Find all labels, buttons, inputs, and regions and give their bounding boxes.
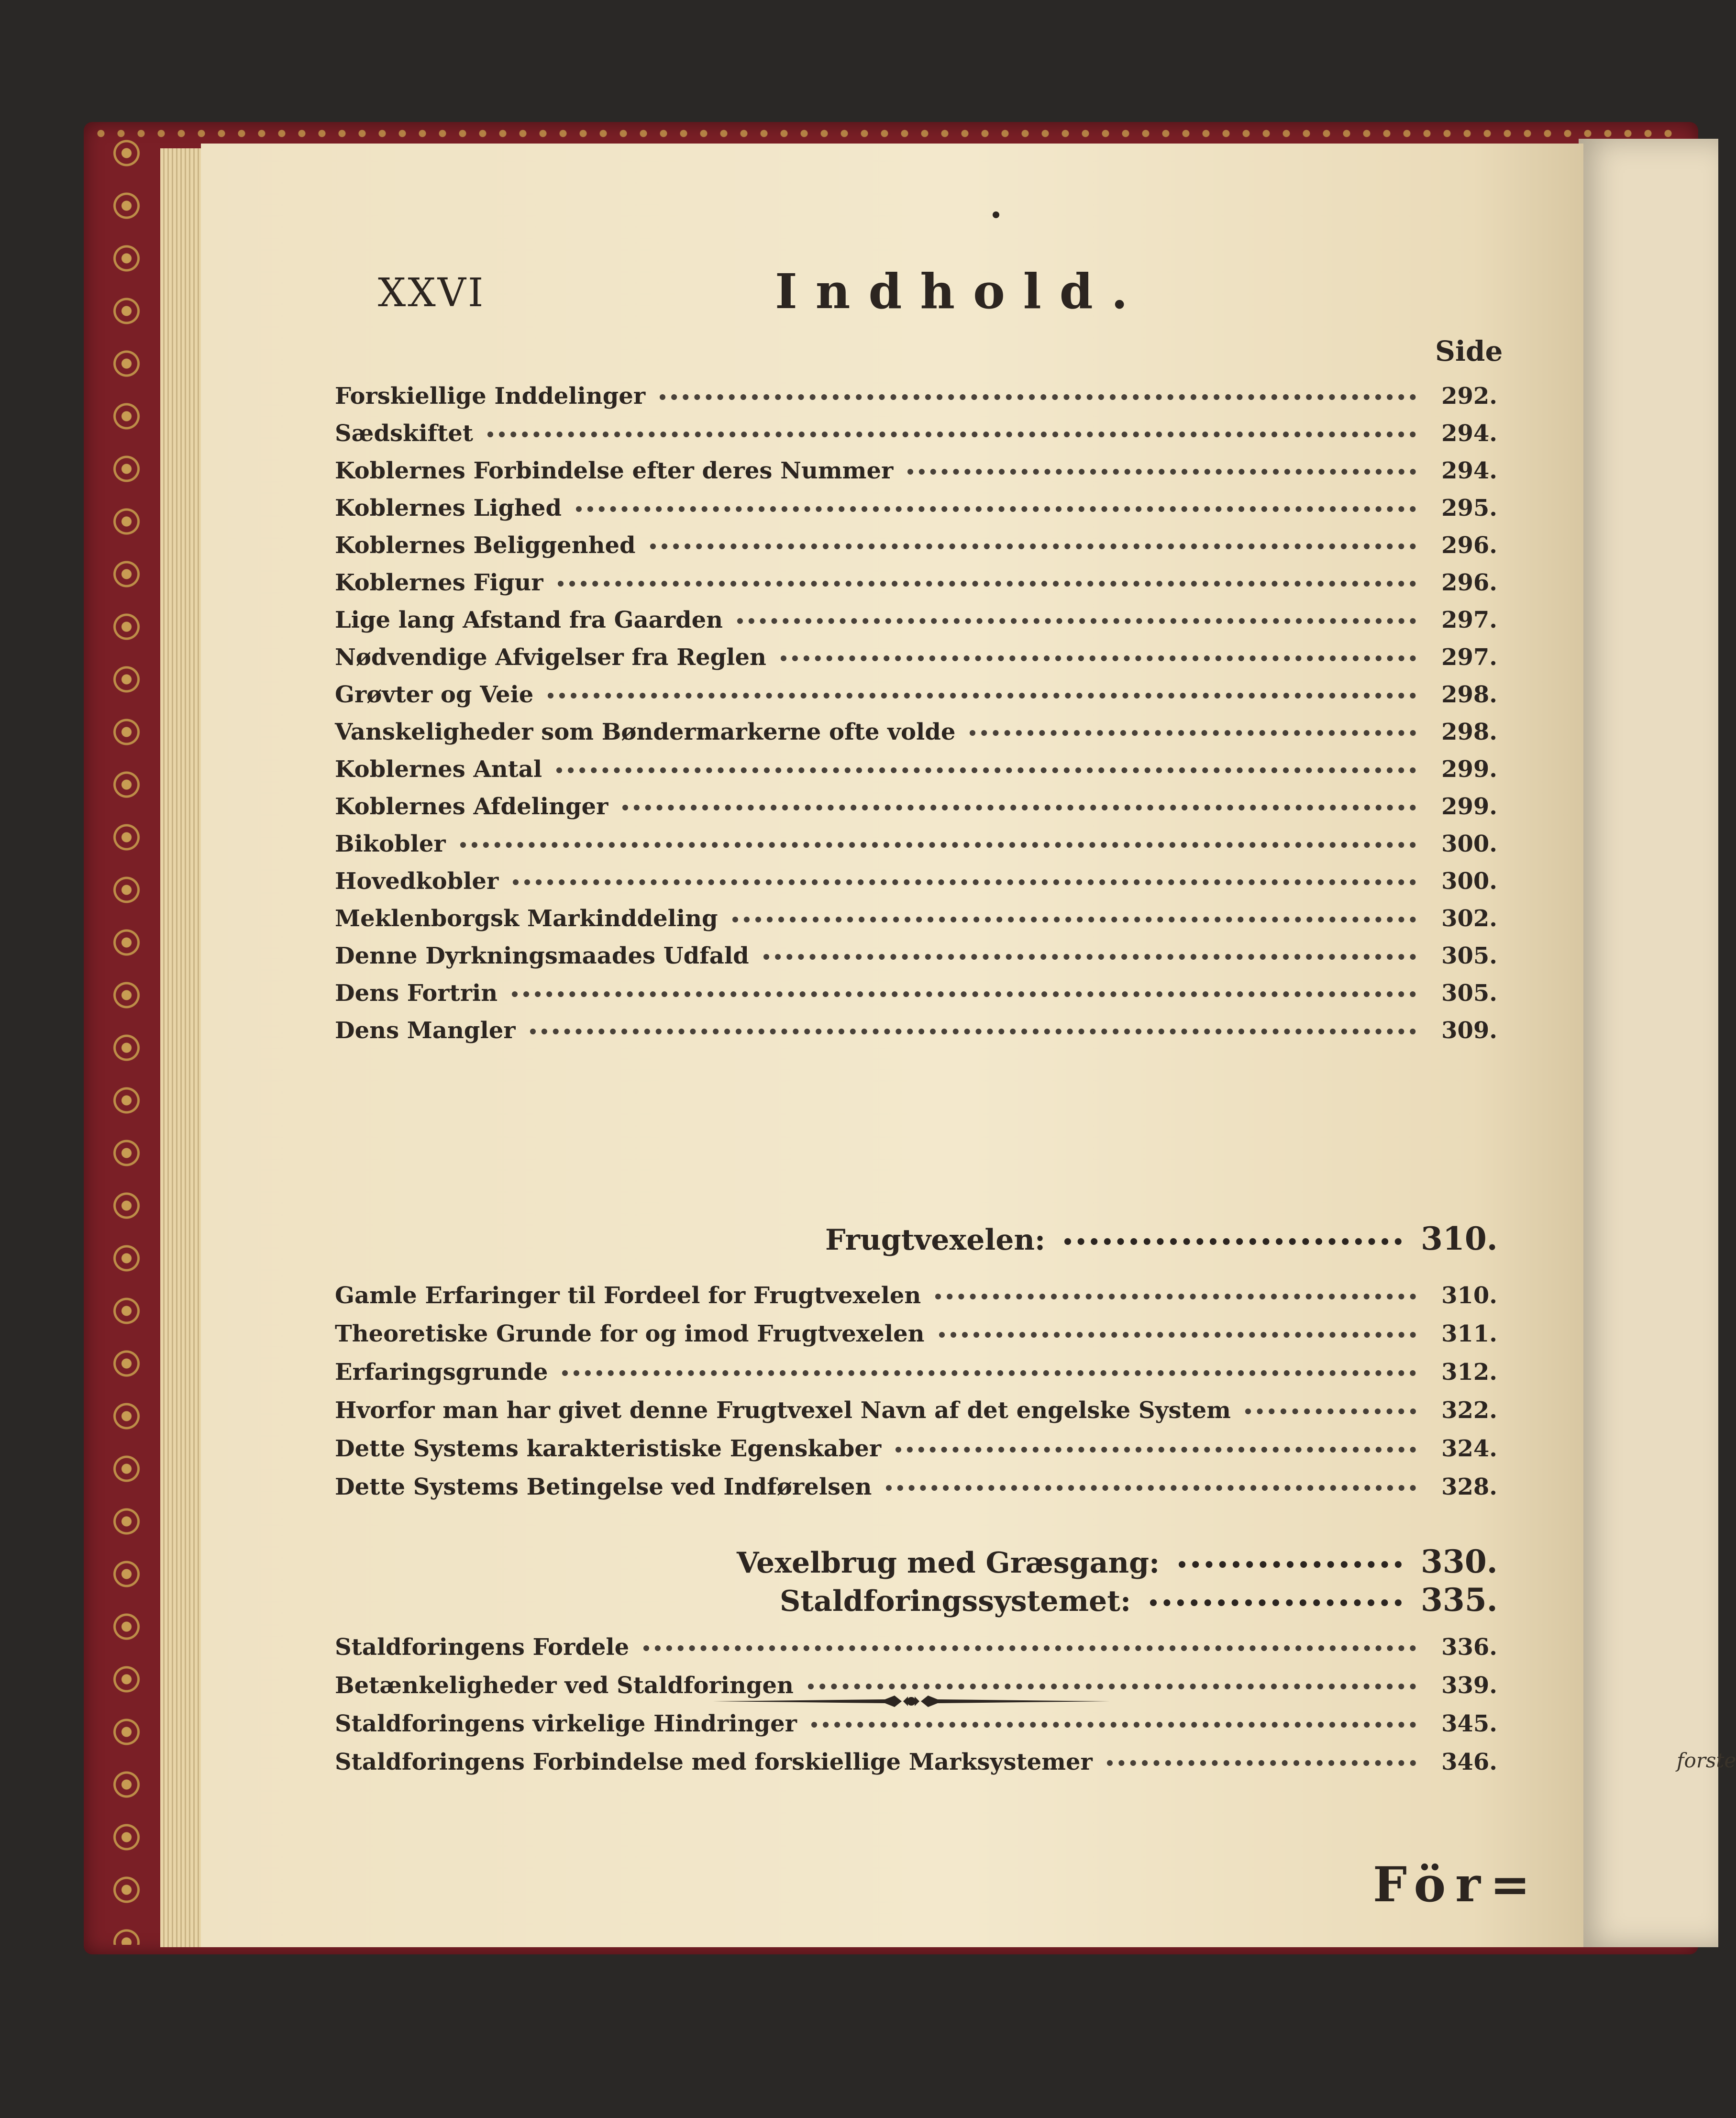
- entry-page: 339.: [1441, 1672, 1497, 1699]
- entry-page: 298.: [1441, 681, 1497, 708]
- leader-dots: [763, 948, 1416, 960]
- entry-page: 324.: [1441, 1435, 1497, 1462]
- toc-entry: [335, 681, 1497, 715]
- entry-label: Koblernes Afdelinger: [335, 793, 608, 820]
- toc-entry: [335, 868, 1497, 901]
- toc-entry: [335, 1710, 1497, 1744]
- catchword: För=: [1373, 1856, 1540, 1913]
- gilt-border-left: [91, 127, 163, 1945]
- leader-dots: [548, 687, 1416, 699]
- toc-entry: [335, 1634, 1497, 1667]
- leader-dots: [1107, 1754, 1416, 1766]
- leader-dots: [1179, 1554, 1402, 1568]
- leader-dots: [935, 1288, 1416, 1299]
- toc-entry: [335, 1017, 1497, 1051]
- entry-page: 310.: [1441, 1282, 1497, 1309]
- entry-label: Grøvter og Veie: [335, 681, 534, 708]
- leader-dots: [808, 1678, 1416, 1689]
- section-label: Staldforingssystemet:: [780, 1585, 1131, 1618]
- toc-entry: [335, 1435, 1497, 1469]
- entry-page: 299.: [1441, 756, 1497, 783]
- toc-entry: [335, 569, 1497, 603]
- entry-label: Koblernes Lighed: [335, 495, 562, 521]
- entry-page: 299.: [1441, 793, 1497, 820]
- section-frugtvexelen: [825, 1220, 1497, 1258]
- entry-label: Dette Systems karakteristiske Egenskaber: [335, 1435, 882, 1462]
- entry-label: Erfaringsgrunde: [335, 1359, 548, 1386]
- toc-entry: [335, 905, 1497, 939]
- entry-label: Koblernes Forbindelse efter deres Nummer: [335, 457, 894, 484]
- toc-entry: [335, 831, 1497, 864]
- leader-dots: [650, 538, 1416, 549]
- entry-label: Staldforingens Forbindelse med forskiellige Marksystemer: [335, 1749, 1093, 1775]
- toc-entry: [335, 420, 1497, 454]
- entry-page: 300.: [1441, 868, 1497, 895]
- entry-label: Dens Mangler: [335, 1017, 516, 1044]
- entry-page: 297.: [1441, 644, 1497, 671]
- leader-dots: [896, 1441, 1416, 1453]
- leader-dots: [512, 986, 1416, 997]
- leader-dots: [558, 575, 1416, 587]
- entry-page: 294.: [1441, 457, 1497, 484]
- toc-entry: [335, 1282, 1497, 1316]
- toc-entry: [335, 980, 1497, 1013]
- leader-dots: [811, 1716, 1416, 1728]
- entry-label: Hvorfor man har givet denne Frugtvexel Navn af det engelske System: [335, 1397, 1231, 1424]
- entry-label: Koblernes Figur: [335, 569, 543, 596]
- leader-dots: [622, 799, 1416, 810]
- section-label: Vexelbrug med Græsgang:: [737, 1546, 1160, 1580]
- entry-page: 298.: [1441, 719, 1497, 745]
- entry-page: 305.: [1441, 943, 1497, 969]
- entry-label: Bikobler: [335, 831, 446, 857]
- entry-page: 305.: [1441, 980, 1497, 1007]
- leader-dots: [1064, 1231, 1402, 1245]
- side-column-heading: Side: [1435, 335, 1503, 367]
- entry-label: Nødvendige Afvigelser fra Reglen: [335, 644, 766, 671]
- toc-entry: [335, 532, 1497, 566]
- entry-page: 345.: [1441, 1710, 1497, 1737]
- page-number: XXVI: [378, 270, 486, 316]
- toc-entry: [335, 644, 1497, 677]
- leader-dots: [1150, 1593, 1402, 1606]
- entry-page: 297.: [1441, 607, 1497, 633]
- entry-page: 309.: [1441, 1017, 1497, 1044]
- section-page: 330.: [1421, 1543, 1498, 1580]
- toc-entry: [335, 607, 1497, 640]
- leader-dots: [487, 426, 1416, 437]
- section-page: 310.: [1421, 1220, 1498, 1257]
- entry-label: Hovedkobler: [335, 868, 499, 895]
- entry-label: Vanskeligheder som Bøndermarkerne ofte volde: [335, 719, 956, 745]
- entry-page: 346.: [1441, 1749, 1497, 1775]
- section-staldforing: [780, 1581, 1497, 1619]
- entry-label: Lige lang Afstand fra Gaarden: [335, 607, 723, 633]
- toc-entry: [335, 1474, 1497, 1507]
- entry-label: Sædskiftet: [335, 420, 474, 447]
- leader-dots: [1245, 1403, 1416, 1414]
- toc-entry: [335, 719, 1497, 752]
- toc-entry: [335, 1359, 1497, 1392]
- entry-page: 296.: [1441, 532, 1497, 559]
- leader-dots: [737, 612, 1416, 624]
- entry-label: Dette Systems Betingelse ved Indførelsen: [335, 1474, 872, 1500]
- leader-dots: [939, 1326, 1416, 1338]
- entry-label: Koblernes Antal: [335, 756, 542, 783]
- leader-dots: [576, 500, 1416, 512]
- page-edges: [160, 148, 203, 1947]
- page-title: Indhold.: [775, 263, 1146, 320]
- entry-label: Denne Dyrkningsmaades Udfald: [335, 943, 749, 969]
- leader-dots: [643, 1640, 1416, 1651]
- entry-page: 328.: [1441, 1474, 1497, 1500]
- ink-dot: [993, 211, 999, 218]
- toc-entry: [335, 495, 1497, 528]
- leader-dots: [513, 874, 1416, 885]
- entry-page: 294.: [1441, 420, 1497, 447]
- leader-dots: [562, 1364, 1416, 1376]
- toc-entry: [335, 756, 1497, 789]
- entry-page: 295.: [1441, 495, 1497, 521]
- entry-label: Dens Fortrin: [335, 980, 498, 1007]
- ornament-divider: [713, 1692, 1110, 1711]
- section-page: 335.: [1421, 1581, 1498, 1619]
- entry-page: 296.: [1441, 569, 1497, 596]
- entry-label: Staldforingens virkelige Hindringer: [335, 1710, 797, 1737]
- facing-page: [1579, 139, 1718, 1947]
- entry-label: Theoretiske Grunde for og imod Frugtvexelen: [335, 1320, 925, 1347]
- gilt-border-top: [91, 125, 1684, 142]
- entry-label: Forskiellige Inddelinger: [335, 383, 646, 410]
- entry-label: Gamle Erfaringer til Fordeel for Frugtvexelen: [335, 1282, 921, 1309]
- entry-page: 312.: [1441, 1359, 1497, 1386]
- entry-label: Meklenborgsk Markinddeling: [335, 905, 718, 932]
- entry-page: 302.: [1441, 905, 1497, 932]
- entry-page: 311.: [1441, 1320, 1497, 1347]
- toc-entry: [335, 1320, 1497, 1354]
- entry-page: 292.: [1441, 383, 1497, 410]
- leader-dots: [907, 463, 1416, 475]
- entry-page: 336.: [1441, 1634, 1497, 1661]
- entry-label: Staldforingens Fordele: [335, 1634, 630, 1661]
- leader-dots: [530, 1023, 1416, 1034]
- leader-dots: [732, 911, 1416, 922]
- leader-dots: [886, 1479, 1416, 1491]
- toc-entry: [335, 457, 1497, 491]
- leader-dots: [460, 836, 1416, 848]
- toc-entry: [335, 383, 1497, 416]
- section-vexelbrug: [737, 1543, 1497, 1581]
- contents-page: [201, 144, 1583, 1947]
- facing-page-word: forste: [1677, 1749, 1736, 1772]
- toc-entry: [335, 943, 1497, 976]
- toc-entry: [335, 1749, 1497, 1782]
- section-label: Frugtvexelen:: [825, 1223, 1046, 1257]
- leader-dots: [781, 650, 1416, 661]
- entry-label: Koblernes Beliggenhed: [335, 532, 636, 559]
- toc-entry: [335, 1397, 1497, 1430]
- entry-page: 322.: [1441, 1397, 1497, 1424]
- leader-dots: [556, 762, 1416, 773]
- entry-label: Betænkeligheder ved Staldforingen: [335, 1672, 794, 1699]
- entry-page: 300.: [1441, 831, 1497, 857]
- leader-dots: [660, 388, 1416, 400]
- toc-entry: [335, 793, 1497, 827]
- leader-dots: [970, 724, 1416, 736]
